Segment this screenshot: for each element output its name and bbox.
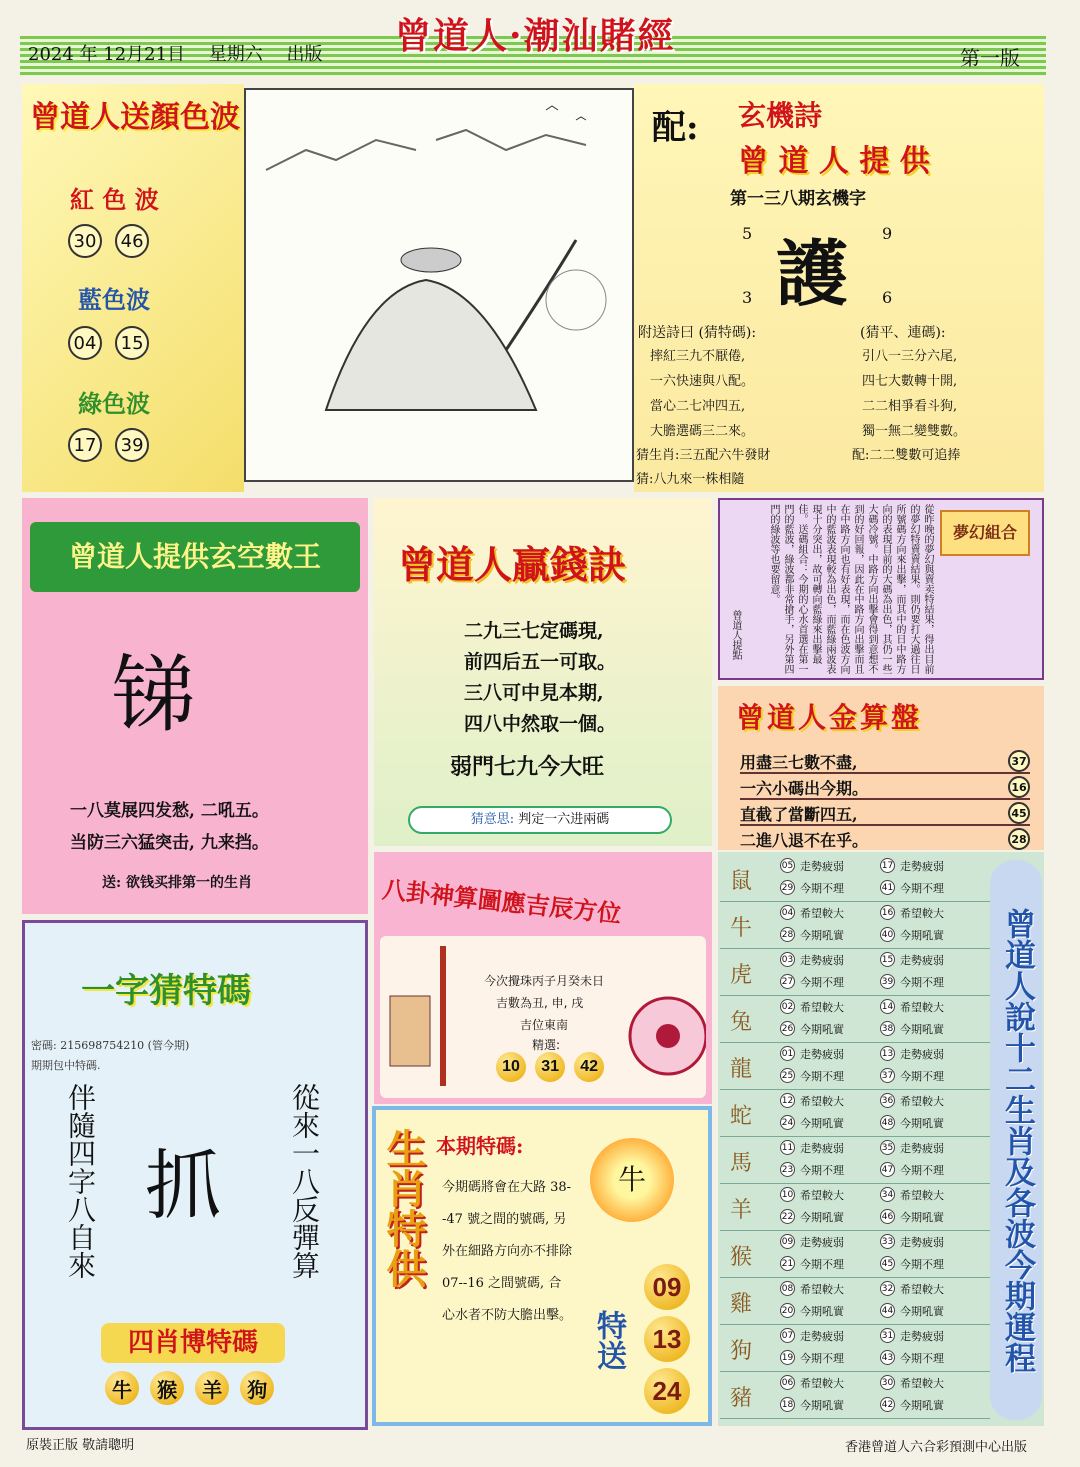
zodiac-animal: 牛 xyxy=(730,916,753,941)
mystery-character: 護 xyxy=(776,231,849,316)
bagua-line-4: 精選: xyxy=(532,1038,561,1052)
zodiac-number: 03 xyxy=(780,952,795,967)
zodiac-fortune: 今期吼實 xyxy=(800,1211,844,1224)
green-ball-2: 39 xyxy=(115,428,149,462)
calc-row-text: 用盡三七數不盡, xyxy=(740,752,858,772)
zodiac-fortune: 走勢疲弱 xyxy=(900,1330,944,1343)
xuankong-panel xyxy=(22,498,368,914)
zodiac-number: 08 xyxy=(780,1281,795,1296)
color-wave-title: 曾道人送顏色波 xyxy=(30,100,240,135)
zodiac-number: 34 xyxy=(880,1187,895,1202)
num-top-left: 5 xyxy=(742,224,753,243)
zodiac-number: 40 xyxy=(880,927,895,942)
zodiac-number: 48 xyxy=(880,1115,895,1130)
zodiac-number: 19 xyxy=(780,1350,795,1365)
blue-wave-numbers xyxy=(68,326,149,360)
zodiac-number: 07 xyxy=(780,1328,795,1343)
zodiac-row xyxy=(720,1091,990,1137)
bagua-box xyxy=(380,936,706,1098)
zodiac-fortune: 今期不理 xyxy=(900,976,944,989)
poem-right-head: (猜平、連碼): xyxy=(860,325,946,341)
zodiac-fortune: 今期吼實 xyxy=(900,929,944,942)
zodiac-fortune: 走勢疲弱 xyxy=(900,954,944,967)
four-zodiac: 牛 xyxy=(105,1371,139,1405)
num-bottom-left: 3 xyxy=(742,288,753,307)
zodiac-number: 36 xyxy=(880,1093,895,1108)
poem-right-line: 二二相爭看斗狗, xyxy=(862,399,958,414)
combo-panel xyxy=(718,498,1044,680)
win-line: 三八可中見本期, xyxy=(464,682,604,704)
four-zodiac: 羊 xyxy=(195,1371,229,1405)
zodiac-number: 42 xyxy=(880,1397,895,1412)
zodiac-fortune: 希望較大 xyxy=(900,1377,944,1390)
zodiac-number: 32 xyxy=(880,1281,895,1296)
blue-ball-1: 04 xyxy=(68,326,102,360)
zodiac-number: 18 xyxy=(780,1397,795,1412)
calc-row-number: 28 xyxy=(1008,828,1030,850)
zodiac-fortune: 今期吼實 xyxy=(800,1117,844,1130)
one-char-phone: 密碼: 215698754210 (管今期) xyxy=(31,1039,190,1052)
xuankong-title: 曾道人提供玄空數王 xyxy=(30,522,360,592)
landscape-bird-illustration xyxy=(246,90,632,480)
win-note: 判定一六进兩碼 xyxy=(518,812,610,827)
poem-left-line: 大膽選碼三二來。 xyxy=(650,424,755,439)
guess-follow: 猜:八九來一株相隨 xyxy=(636,472,745,487)
zodiac-number: 02 xyxy=(780,999,795,1014)
zodiac-number: 12 xyxy=(780,1093,795,1108)
calc-row-number: 37 xyxy=(1008,750,1030,772)
paper-title: 曾道人·潮汕賭經 xyxy=(395,15,676,57)
zodiac-number: 20 xyxy=(780,1303,795,1318)
special-flower: 牛 xyxy=(590,1138,674,1222)
win-note-label: 猜意思: xyxy=(470,812,515,827)
four-zodiac-title: 四肖博特碼 xyxy=(101,1323,285,1363)
xuankong-send: 送: 欲钱买排第一的生肖 xyxy=(102,875,253,891)
zodiac-row xyxy=(720,1185,990,1231)
edition-word: 出版 xyxy=(286,44,323,65)
zodiac-animal: 雞 xyxy=(730,1292,753,1317)
zodiac-fortune: 希望較大 xyxy=(900,1189,944,1202)
zodiac-fortune: 希望較大 xyxy=(800,1189,844,1202)
zodiac-fortune: 走勢疲弱 xyxy=(900,1142,944,1155)
bagua-line-2: 吉數為丑, 申, 戌 xyxy=(496,996,584,1010)
guess-zodiac: 猜生肖:三五配六牛發財 xyxy=(636,448,771,463)
zodiac-row xyxy=(720,903,990,949)
xuankong-glyph: 锑 xyxy=(112,646,197,744)
zodiac-fortune: 希望較大 xyxy=(800,1283,844,1296)
win-title: 曾道人贏錢訣 xyxy=(398,542,627,587)
zodiac-number: 30 xyxy=(880,1375,895,1390)
zodiac-fortune: 今期不理 xyxy=(800,1352,844,1365)
zodiac-number: 26 xyxy=(780,1021,795,1036)
zodiac-fortune: 走勢疲弱 xyxy=(800,1048,844,1061)
win-panel xyxy=(374,498,712,846)
zodiac-row xyxy=(720,856,990,902)
zodiac-fortune: 希望較大 xyxy=(900,1001,944,1014)
red-wave-label: 紅 色 波 xyxy=(70,185,159,214)
zodiac-fortune: 今期不理 xyxy=(800,882,844,895)
red-ball-2: 46 xyxy=(115,224,149,258)
special-ball: 13 xyxy=(644,1316,690,1362)
zodiac-number: 27 xyxy=(780,974,795,989)
zodiac-number: 38 xyxy=(880,1021,895,1036)
bagua-line-3: 吉位東南 xyxy=(520,1018,569,1032)
zodiac-number: 33 xyxy=(880,1234,895,1249)
calc-row-number: 45 xyxy=(1008,802,1030,824)
zodiac-fortune: 走勢疲弱 xyxy=(800,860,844,873)
zodiac-number: 23 xyxy=(780,1162,795,1177)
one-char-right-col: 從來一八反彈算 xyxy=(288,1083,321,1279)
zodiac-animal: 羊 xyxy=(730,1198,753,1223)
weekday-text: 星期六 xyxy=(208,44,263,65)
zodiac-number: 05 xyxy=(780,858,795,873)
zodiac-fortune: 今期不理 xyxy=(900,1352,944,1365)
ink-painting xyxy=(244,88,634,482)
calc-row-text: 二進八退不在乎。 xyxy=(740,830,869,850)
zodiac-fortune: 今期吼實 xyxy=(800,1399,844,1412)
provider-title: 曾 道 人 提 供 xyxy=(738,144,930,179)
combo-title: 夢幻組合 xyxy=(940,510,1030,556)
green-ball-1: 17 xyxy=(68,428,102,462)
zodiac-animal: 兔 xyxy=(730,1010,753,1035)
zodiac-fortune: 希望較大 xyxy=(800,1377,844,1390)
calc-row xyxy=(740,750,1030,774)
calc-rows xyxy=(740,750,1030,850)
zodiac-side-title: 曾道人說十二生肖及各波今期運程 xyxy=(990,860,1042,1420)
one-char-title: 一字猜特碼 xyxy=(81,971,251,1011)
zodiac-number: 41 xyxy=(880,880,895,895)
zodiac-number: 37 xyxy=(880,1068,895,1083)
zodiac-number: 47 xyxy=(880,1162,895,1177)
zodiac-fortune: 今期吼實 xyxy=(900,1399,944,1412)
win-line: 四八中然取一個。 xyxy=(464,713,617,735)
zodiac-rows xyxy=(720,856,990,1422)
bagua-balls xyxy=(496,1052,604,1082)
zodiac-number: 29 xyxy=(780,880,795,895)
zodiac-number: 13 xyxy=(880,1046,895,1061)
calc-row xyxy=(740,828,1030,850)
special-panel xyxy=(372,1106,712,1426)
zodiac-number: 09 xyxy=(780,1234,795,1249)
zodiac-number: 46 xyxy=(880,1209,895,1224)
zodiac-number: 22 xyxy=(780,1209,795,1224)
zodiac-row xyxy=(720,1326,990,1372)
footer-right: 香港曾道人六合彩預測中心出版 xyxy=(845,1440,1028,1455)
xuanji-title: 玄機詩 xyxy=(738,99,823,132)
num-bottom-right: 6 xyxy=(882,288,893,307)
zodiac-row xyxy=(720,1232,990,1278)
bagua-title: 八卦神算圖應吉辰方位 xyxy=(380,874,623,929)
poem-right-lines xyxy=(862,344,966,444)
blue-ball-2: 15 xyxy=(115,326,149,360)
zodiac-number: 11 xyxy=(780,1140,795,1155)
win-lines xyxy=(464,616,616,740)
four-zodiac: 猴 xyxy=(150,1371,184,1405)
zodiac-fortune: 走勢疲弱 xyxy=(800,954,844,967)
zodiac-fortune: 今期不理 xyxy=(800,976,844,989)
bagua-ball: 42 xyxy=(574,1052,604,1082)
color-wave-panel xyxy=(22,84,244,492)
zodiac-fortune: 今期不理 xyxy=(900,1258,944,1271)
zodiac-fortune: 今期吼實 xyxy=(800,1305,844,1318)
zodiac-fortune: 希望較大 xyxy=(900,1095,944,1108)
zodiac-number: 39 xyxy=(880,974,895,989)
zodiac-number: 24 xyxy=(780,1115,795,1130)
bagua-line-1: 今次攪珠丙子月癸未日 xyxy=(484,974,605,988)
zodiac-fortune: 今期吼實 xyxy=(800,1023,844,1036)
calc-panel xyxy=(718,686,1044,850)
zodiac-fortune: 希望較大 xyxy=(900,907,944,920)
zodiac-fortune: 今期不理 xyxy=(800,1164,844,1177)
zodiac-row xyxy=(720,1044,990,1090)
green-wave-label: 綠色波 xyxy=(78,389,150,418)
poem-right-line: 四七大數轉十開, xyxy=(862,374,958,389)
zodiac-fortune: 今期不理 xyxy=(800,1070,844,1083)
calc-title: 曾道人金算盤 xyxy=(736,701,923,734)
poem-left-line: 摔紅三九不厭倦, xyxy=(650,349,746,364)
one-char-glyph: 抓 xyxy=(145,1141,221,1230)
calc-row-number: 16 xyxy=(1008,776,1030,798)
one-char-panel xyxy=(22,920,368,1430)
zodiac-number: 15 xyxy=(880,952,895,967)
zodiac-fortune: 走勢疲弱 xyxy=(800,1142,844,1155)
four-zodiac-list xyxy=(105,1371,274,1405)
zodiac-number: 35 xyxy=(880,1140,895,1155)
zodiac-number: 04 xyxy=(780,905,795,920)
zodiac-number: 16 xyxy=(880,905,895,920)
zodiac-fortune: 今期不理 xyxy=(900,1164,944,1177)
zodiac-animal: 虎 xyxy=(730,963,753,988)
four-zodiac: 狗 xyxy=(240,1371,274,1405)
zodiac-animal: 蛇 xyxy=(730,1104,753,1129)
zodiac-number: 44 xyxy=(880,1303,895,1318)
zodiac-number: 43 xyxy=(880,1350,895,1365)
special-inner xyxy=(376,1110,708,1422)
bagua-ball: 10 xyxy=(496,1052,526,1082)
green-wave-numbers xyxy=(68,428,149,462)
zodiac-number: 28 xyxy=(780,927,795,942)
zodiac-number: 45 xyxy=(880,1256,895,1271)
zodiac-animal: 狗 xyxy=(730,1339,753,1364)
zodiac-animal: 豬 xyxy=(730,1386,753,1411)
calc-row xyxy=(740,802,1030,826)
zodiac-fortune: 今期不理 xyxy=(900,1070,944,1083)
blue-wave-label: 藍色波 xyxy=(78,285,150,314)
zodiac-animal: 馬 xyxy=(730,1151,753,1176)
special-text: 今期碼將會在大路 38--47 號之間的號碼, 另外在細路方向亦不排除 07--16 之間號碼, 合心水者不防大膽出擊。 xyxy=(442,1180,573,1323)
zodiac-row xyxy=(720,997,990,1043)
zodiac-row xyxy=(720,1279,990,1325)
zodiac-fortune: 今期吼實 xyxy=(900,1023,944,1036)
zodiac-panel xyxy=(718,852,1044,1426)
pei-label: 配: xyxy=(652,108,699,148)
zodiac-fortune: 走勢疲弱 xyxy=(900,860,944,873)
zodiac-row xyxy=(720,950,990,996)
zodiac-fortune: 走勢疲弱 xyxy=(800,1236,844,1249)
win-line: 前四后五一可取。 xyxy=(464,651,617,673)
zodiac-number: 14 xyxy=(880,999,895,1014)
red-ball-1: 30 xyxy=(68,224,102,258)
zodiac-row xyxy=(720,1373,990,1419)
combo-text: 從昨晚的夢幻與賣卖特結果，得出目前的夢幻特賣賣結果。則仍要打大過往日所號碼方向來出擊，而其中的日中路方向的表現目前的大碼為出色，其仍一些大碼冷號。中路方向出擊會得到意想不到的好回報，因此在中路方向出擊而且在中路方向也有好表現，而在色波方向中的藍波表現較為出色，而藍綠兩波表現十分突出，故可轉向藍綠來出擊最佳。送碼組合：今期的心水首選在第一門的藍波，綠波都非常搶手，另外第四門的綠波等也要留意。 xyxy=(768,504,933,674)
zodiac-fortune: 今期吼實 xyxy=(900,1117,944,1130)
zodiac-number: 06 xyxy=(780,1375,795,1390)
zodiac-fortune: 希望較大 xyxy=(800,1001,844,1014)
num-top-right: 9 xyxy=(882,224,893,243)
special-song: 特送 xyxy=(591,1310,626,1370)
special-balls xyxy=(644,1264,708,1414)
zodiac-number: 31 xyxy=(880,1328,895,1343)
poem-left-line: 當心二七冲四五, xyxy=(650,399,746,414)
zodiac-fortune: 走勢疲弱 xyxy=(900,1236,944,1249)
page-number: 第一版 xyxy=(960,46,1020,70)
one-char-note: 期期包中特碼. xyxy=(31,1059,101,1072)
zodiac-fortune: 希望較大 xyxy=(900,1283,944,1296)
zodiac-fortune: 希望較大 xyxy=(800,907,844,920)
win-note-box xyxy=(408,806,672,834)
special-title: 本期特碼: xyxy=(436,1134,524,1158)
zodiac-row xyxy=(720,1138,990,1184)
zodiac-animal: 龍 xyxy=(730,1057,753,1082)
zodiac-number: 25 xyxy=(780,1068,795,1083)
zodiac-fortune: 今期不理 xyxy=(800,1258,844,1271)
one-char-left-col: 伴隨四字八自來 xyxy=(64,1083,97,1279)
zodiac-fortune: 今期吼實 xyxy=(900,1305,944,1318)
zodiac-animal: 猴 xyxy=(730,1245,753,1270)
zodiac-number: 17 xyxy=(880,858,895,873)
zodiac-animal: 鼠 xyxy=(730,869,753,894)
date-text: 2024 年 12月21日 xyxy=(28,44,186,65)
zodiac-fortune: 今期吼實 xyxy=(900,1211,944,1224)
combo-sign: 曾道人提點 xyxy=(730,610,741,660)
calc-row xyxy=(740,776,1030,800)
win-strong: 弱門七九今大旺 xyxy=(450,754,605,780)
special-side: 生肖特供 xyxy=(380,1128,427,1288)
zodiac-fortune: 走勢疲弱 xyxy=(900,1048,944,1061)
zodiac-fortune: 希望較大 xyxy=(800,1095,844,1108)
poem-left-line: 一六快速與八配。 xyxy=(650,374,755,389)
calc-row-text: 一六小碼出今期。 xyxy=(740,778,869,798)
xuankong-line-2: 当防三六猛突击, 九来挡。 xyxy=(70,833,269,853)
zodiac-fortune: 走勢疲弱 xyxy=(800,1330,844,1343)
zodiac-number: 21 xyxy=(780,1256,795,1271)
poem-panel xyxy=(634,84,1044,492)
poem-right-line: 獨一無二變雙數。 xyxy=(862,424,967,439)
footer-left: 原裝正版 敬請聰明 xyxy=(26,1438,135,1453)
header-date xyxy=(28,40,323,66)
issue-label: 第一三八期玄機字 xyxy=(730,189,866,209)
win-line: 二九三七定碼現, xyxy=(464,620,604,642)
bagua-panel xyxy=(374,852,712,1104)
guess-pair: 配:二二雙數可追捧 xyxy=(852,448,961,463)
red-wave-numbers xyxy=(68,224,149,258)
poem-left-lines xyxy=(650,344,754,444)
calc-row-text: 直截了當斷四五, xyxy=(740,804,858,824)
bagua-ball: 31 xyxy=(535,1052,565,1082)
special-ball: 24 xyxy=(644,1368,690,1414)
poem-left-head: 附送詩曰 (猜特碼): xyxy=(638,325,757,341)
special-ball: 09 xyxy=(644,1264,690,1310)
zodiac-number: 01 xyxy=(780,1046,795,1061)
zodiac-fortune: 今期吼實 xyxy=(800,929,844,942)
poem-right-line: 引八一三分六尾, xyxy=(862,349,958,364)
xuankong-line-1: 一八莫展四发愁, 二吼五。 xyxy=(70,801,269,821)
zodiac-number: 10 xyxy=(780,1187,795,1202)
zodiac-fortune: 今期不理 xyxy=(900,882,944,895)
